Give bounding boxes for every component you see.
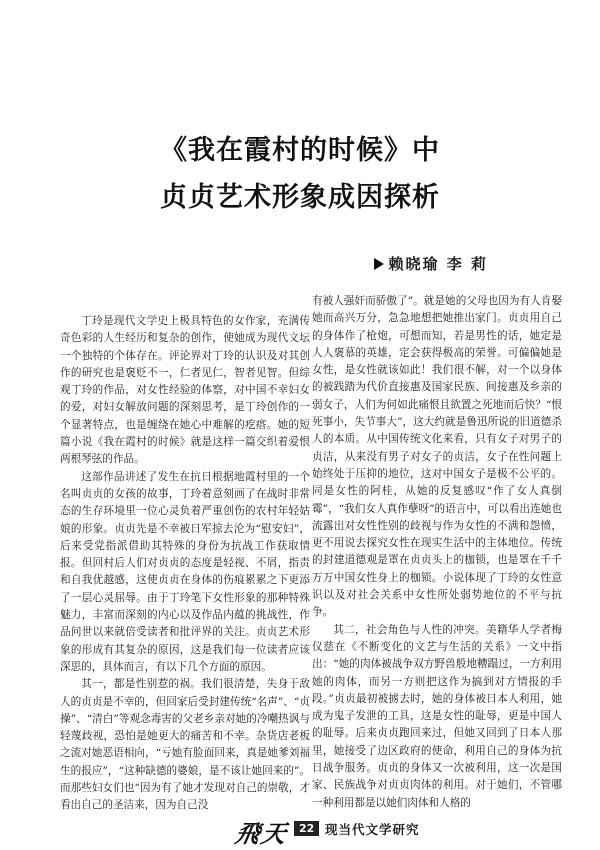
journal-logo: 飛天: [233, 819, 291, 848]
article-title-line-1: 《我在霞村的时候》中: [160, 135, 440, 166]
left-column: [60, 313, 310, 815]
article-title-line-2: 贞贞艺术形象成因探析: [160, 182, 440, 213]
paragraph: 其二，社会角色与人性的冲突。美籍华人学者梅仪慈在《不断变化的文艺与生活的关系》一文中指出：“她的肉体被战争双方野兽般地糟蹋过，一方利用她的肉体，而另一方则把这作为搞到对方情报的手段。”贞贞最初被掳去时，她的身体被日本人利用，她成为鬼子发泄的工具，这是女性的耻辱，更是中国人的耻辱。后来贞贞跑回来过，但她又回到了日本人那里，她接受了边区政府的使命，利用自己的身体为抗日战争服务。贞贞的身体又一次被利用，这一次是国家、民族战争对贞贞肉体的利用。对于她们，不管哪一种利用都是以她们肉体和人格的: [312, 623, 562, 809]
triangle-marker-icon: [374, 258, 384, 270]
author-names: 赖晓瑜 李 莉: [388, 255, 488, 273]
paragraph: 有被人强奸而骄傲了”。就是她的父母也因为有人肯娶她而高兴万分，急急地想把她推出家门。贞贞用自己的身体作了枪炮，可想而知，若是男性的话，她定是人人褒慕的英雄，定会获得极高的荣誉。可偏偏她是女性，是女性就该如此！我们很不解，对一个以身体的被践踏为代价直接惠及国家民族、间接惠及乡亲的弱女子，人们为何如此痛恨且欲置之死地而后快？“恨死事小，失节事大”，这大约就是鲁迅所说的旧道德杀人的本质。从中国传统文化来看，只有女子对男子的贞洁，从来没有男子对女子的贞洁，女子在性问题上始终处于压抑的地位，这对中国女子是极不公平的。同是女性的阿桂，从她的反复感叹“作了女人真倒霉”，“我们女人真作孽呀”的语言中，可以看出连她也流露出对女性性别的歧视与作为女性的不满和怨愤，更不用说去探究女性在现实生活中的主体地位。传统的封建道德观是罩在贞贞头上的枷锁，也是罩在千千万万中国女性身上的枷锁。小说体现了丁玲的女性意识以及对社会关系中女性所处弱势地位的不平与抗争。: [312, 295, 562, 619]
right-column: [312, 293, 562, 812]
page-footer: [0, 818, 600, 848]
paragraph: 这部作品讲述了发生在抗日根据地霞村里的一个名叫贞贞的女孩的故事，丁玲着意刻画了在战时非常态的生存环境里一位心灵负着严重创伤的农村年轻姑娘的形象。贞贞先是不幸被日军掠去沦为“慰安妇”，后来受党指派借助其特殊的身份为抗战工作获取情报。但回村后人们对贞贞的态度是轻视、不屑，指责和自我优越感，这使贞贞在身体的伤痕累累之下更添了一层心灵屈辱。由于丁玲笔下女性形象的那种特殊魅力，丰富而深刻的内心以及作品内蕴的挑战性，作品问世以来就倍受读者和批评界的关注。贞贞艺术形象的形成有其复杂的原因，这是我们每一位读者应该深思的，具体而言，有以下几个方面的原因。: [60, 470, 310, 673]
page-number: 22: [294, 821, 319, 836]
paragraph: 丁玲是现代文学史上极具特色的女作家，充满传奇色彩的人生经历和复杂的创作，使她成为现代文坛一个独特的个体存在。评论界对丁玲的认识及对其创作的研究也是褒贬不一，仁者见仁，智者见智。但综观丁玲的作品，对女性经验的体察，对中国不幸妇女的爱，对妇女解放问题的深刻思考，是丁玲创作的一个显著特点，也是缠绕在她心中难解的疙瘩。她的短篇小说《我在霞村的时候》就是这样一篇交织着爱恨两根琴弦的作品。: [60, 315, 310, 466]
section-name: 现当代文学研究: [325, 822, 420, 837]
author-byline: [374, 253, 488, 274]
paragraph: 其一，都是性别惹的祸。我们很清楚，失身于敌人的贞贞是不幸的，但回家后受封建传统“名声”、“贞操”、“清白”等观念毒害的父老乡亲对她的冷嘲热讽与轻蔑歧视，恐怕是她更大的痛苦和不幸。杂货店老板之流对她恶语相向，“亏她有脸面回来，真是她爹刘福生的报应”，“这种缺德的婆娘，是不该让她回来的”。而那些妇女们也“因为有了她才发现对自己的崇敬，才看出自己的圣洁来，因为自己没: [60, 678, 310, 812]
